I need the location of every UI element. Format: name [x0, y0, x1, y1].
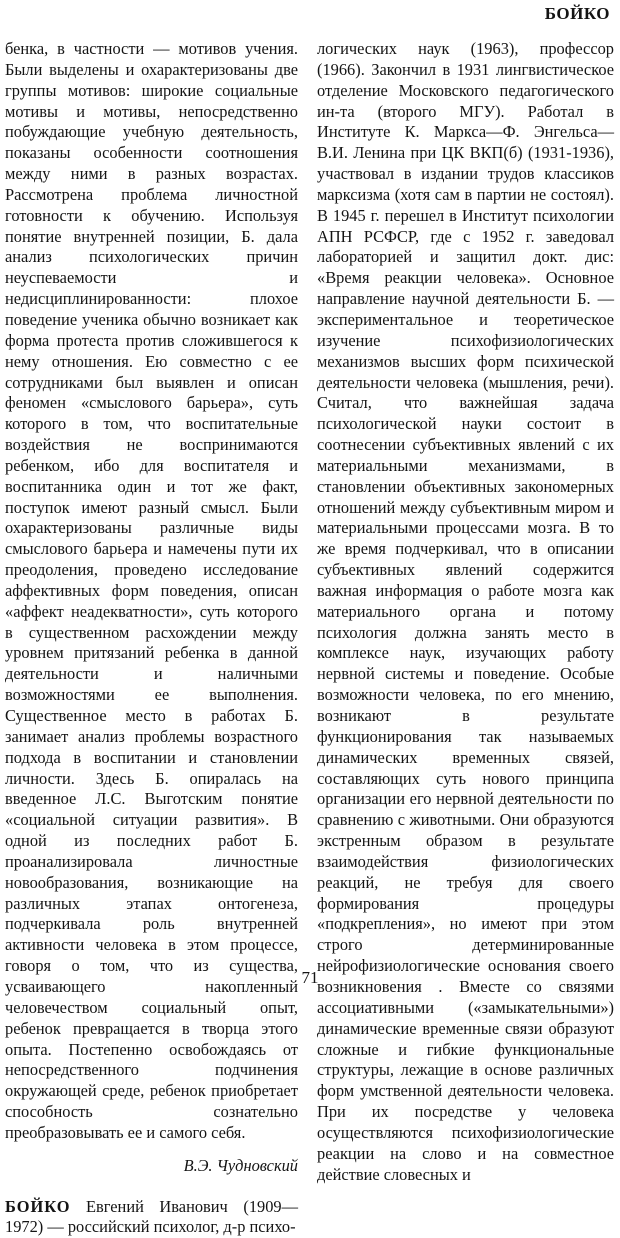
- running-head: БОЙКО: [544, 4, 610, 23]
- article-continuation-paragraph: бенка, в частности — мотивов учения. Были выделены и охарактеризованы две группы мотивов: широкие социальные мотивы и мотивы, непосредственно побуждающие учебную деятельность, показаны особенности соотношения между ними в разных возрастах. Рассмотрена проблема личностной готовности к обучению. Используя понятие внутренней позиции, Б. дала анализ психологических причин неуспеваемости и недисциплинированности: плохое поведение ученика обычно возникает как форма протеста против сложившегося к нему отношения. Ею совместно с ее сотрудниками был выявлен и описан феномен «смыслового барьера», суть которого в том, что воспитательные воздействия не воспринимаются ребенком, ибо для воспитателя и воспитанника один и тот же факт, поступок имеют разный смысл. Были охарактеризованы различные виды смыслового барьера и намечены пути их преодоления, проведено исследование аффективных форм поведения, описан «аффект неадекватности», суть которого в существенном расхождении между уровнем притязаний ребенка в данной деятельности и наличными возможностями ее выполнения. Существенное место в работах Б. занимает анализ проблемы возрастного подхода в воспитании и становлении личности. Здесь Б. опиралась на введенное Л.С. Выготским понятие «социальной ситуации развития». В одной из последних работ Б. проанализировала личностные новообразования, возникающие на различных этапах онтогенеза, подчеркивала роль внутренней активности человека в этом процессе, говоря о том, что из существа, усваивающего накопленный человечеством социальный опыт, ребенок превращается в творца этого опыта. Постепенно освобождаясь от непосредственного подчинения окружающей среде, ребенок приобретает способность сознательно преобразовывать ее и самого себя.: [5, 39, 298, 1142]
- right-column: [317, 39, 614, 1185]
- left-column: [5, 39, 298, 1238]
- entry-body-paragraph: логических наук (1963), профессор (1966). Закончил в 1931 лингвистическое отделение Московского педагогического ин-та (второго МГУ). Работал в Институте К. Маркса—Ф. Энгельса—В.И. Ленина при ЦК ВКП(б) (1931-1936), участвовал в издании трудов классиков марксизма (хотя сам в партии не состоял). В 1945 г. перешел в Институт психологии АПН РСФСР, где с 1952 г. заведовал лабораторией и защитил докт. дис: «Время реакции человека». Основное направление научной деятельности Б. — экспериментальное и теоретическое изучение психофизиологических механизмов высших форм психической деятельности человека (мышления, речи). Считал, что важнейшая задача психологической науки состоит в соотнесении субъективных явлений с их материальными механизмами, в становлении объективных закономерных отношений между субъективным миром и материальными процессами мозга. В то же время подчеркивал, что в описании субъективных явлений содержится важная информация о работе мозга как материального органа и потому психология должна занять место в комплексе наук, изучающих работу нервной системы и поведение. Особые возможности человека, по его мнению, возникают в результате функционирования так называемых динамических временных связей, составляющих суть нового принципа организации его нервной деятельности по сравнению с животными. Они образуются экстренным образом в результате взаимодействия физиологических реакций, не требуя для своего формирования процедуры «подкрепления», но имеют при этом строго детерминированные нейрофизиологические основания своего возникновения . Вместе со связями ассоциативными («замыкательными») динамические временные связи образуют сложные и гибкие функциональные структуры, лежащие в основе различных форм умственной деятельности человека. При их посредстве у человека осуществляются психофизиологические реакции на слово и на совместное действие словесных и: [317, 39, 614, 1184]
- author-signature: В.Э. Чудновский: [183, 1155, 298, 1175]
- entry-heading: [5, 1197, 298, 1238]
- entry-headword: БОЙКО: [5, 1196, 71, 1216]
- page-number: 71: [301, 968, 319, 987]
- entry-heading-text: Евгений Иванович (1909—1972) — российский психолог, д-р психо-: [5, 1196, 298, 1237]
